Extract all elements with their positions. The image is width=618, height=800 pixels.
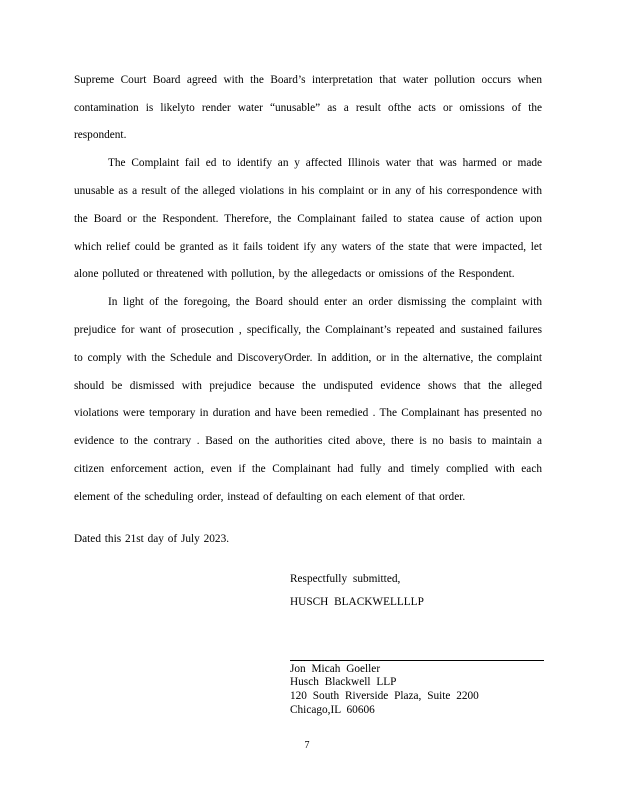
paragraph-line: evidence to the contrary . Based on the authorities cited above, there is no basis to maintain a <box>74 435 542 447</box>
signature-rule <box>290 660 544 661</box>
signer-address-line1: 120 South Riverside Plaza, Suite 2200 <box>290 690 479 702</box>
signer-address-line2: Chicago,IL 60606 <box>290 704 375 716</box>
paragraph-line: contamination is likelyto render water “unusable” as a result ofthe acts or omissions of the <box>74 102 542 114</box>
paragraph-line: should be dismissed with prejudice because the undisputed evidence shows that the alleged <box>74 380 542 392</box>
paragraph-line: In light of the foregoing, the Board should enter an order dismissing the complaint with <box>108 296 542 308</box>
paragraph-line: prejudice for want of prosecution , specifically, the Complainant’s repeated and sustained failures <box>74 324 542 336</box>
page-number: 7 <box>304 740 310 751</box>
paragraph-line: The Complaint fail ed to identify an y affected Illinois water that was harmed or made <box>108 157 542 169</box>
paragraph-line: violations were temporary in duration and have been remedied . The Complainant has presented no <box>74 407 542 419</box>
paragraph-line: element of the scheduling order, instead of defaulting on each element of that order. <box>74 491 466 503</box>
paragraph-line: to comply with the Schedule and DiscoveryOrder. In addition, or in the alternative, the complaint <box>74 352 542 364</box>
paragraph-line: the Board or the Respondent. Therefore, the Complainant failed to statea cause of action upon <box>74 213 542 225</box>
signer-name: Jon Micah Goeller <box>290 663 381 675</box>
paragraph-line: alone polluted or threatened with pollution, by the allegedacts or omissions of the Respondent. <box>74 268 515 280</box>
paragraph-line: citizen enforcement action, even if the Complainant had fully and timely complied with each <box>74 463 542 475</box>
signature-closing: Respectfully submitted, <box>290 573 401 585</box>
paragraph-line: unusable as a result of the alleged violations in his complaint or in any of his correspondence with <box>74 185 542 197</box>
dated-line: Dated this 21st day of July 2023. <box>74 533 230 545</box>
paragraph-line: respondent. <box>74 129 127 141</box>
signer-firm: Husch Blackwell LLP <box>290 676 397 688</box>
signature-firm: HUSCH BLACKWELLLLP <box>290 596 424 608</box>
paragraph-line: which relief could be granted as it fails toident ify any waters of the state that were impacted, let <box>74 241 542 253</box>
paragraph-line: Supreme Court Board agreed with the Board’s interpretation that water pollution occurs when <box>74 74 542 86</box>
